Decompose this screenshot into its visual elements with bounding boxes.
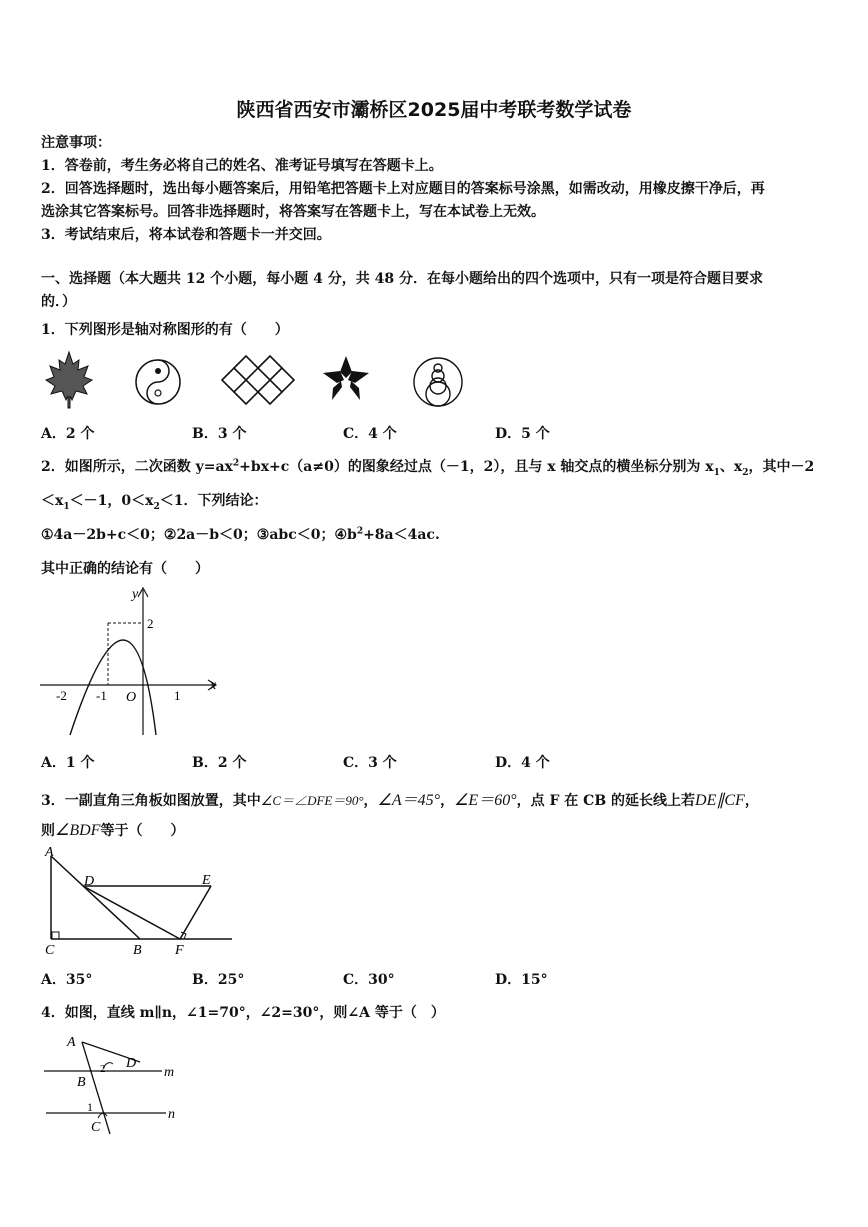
q2-stem-line1: 2．如图所示，二次函数 $y=ax^2+bx+c(a\ne 0)$的图象经过点（－1，2），且与 x 轴交点的横坐标分别为 $x_1$、$x_2$，其中－2 — [41, 458, 815, 478]
label-a: A — [67, 1035, 76, 1050]
label-m: m — [164, 1065, 175, 1080]
label-a: A — [45, 845, 54, 860]
knot-pattern-figure — [222, 356, 294, 404]
label-c: C — [91, 1120, 101, 1135]
q2-conclusions: ①4a－2b+c＜0；②2a－b＜0；③abc＜0；$④b^2+8a<4ac$. — [41, 526, 440, 543]
pentagon-flower-figure — [323, 356, 369, 400]
tick-label: 1 — [174, 688, 181, 703]
q2-option-a: A．1 个 — [41, 755, 95, 771]
q3-option-d: D．15° — [495, 972, 548, 988]
label-n: n — [168, 1107, 175, 1122]
y-axis-label: y — [132, 587, 139, 602]
nested-circles-figure — [414, 358, 462, 406]
q2-stem-line2: $<x_1<-1$，$0<x_2<1$．下列结论： — [41, 493, 268, 512]
origin-label: O — [126, 690, 137, 705]
tick-label: -2 — [56, 688, 67, 703]
q2-question: 其中正确的结论有（ ） — [41, 561, 209, 577]
q3-stem-line2: 则∠BDF等于（ ） — [41, 822, 185, 839]
notice-item: 选涂其它答案标号。回答非选择题时，将答案写在答题卡上，写在本试卷上无效。 — [41, 204, 545, 220]
notice-item: 2．回答选择题时，选出每小题答案后，用铅笔把答题卡上对应题目的答案标号涂黑，如需改动，用橡皮擦干净后，再 — [41, 181, 765, 197]
label-angle-1: 1 — [87, 1100, 93, 1114]
q3-option-a: A．35° — [41, 972, 93, 988]
yin-yang-figure — [136, 360, 180, 404]
q1-stem: 1．下列图形是轴对称图形的有（ ） — [41, 322, 289, 338]
tick-label: 2 — [147, 616, 154, 631]
q1-option-a: A．2 个 — [41, 426, 95, 442]
q2-option-c: C．3 个 — [343, 755, 397, 771]
maple-leaf-figure — [46, 352, 92, 408]
label-b: B — [77, 1075, 86, 1090]
section-heading-cont: 的．） — [41, 294, 76, 310]
q3-stem-line1: 3．一副直角三角板如图放置，其中∠C＝∠DFE＝90°，∠A＝45°，∠E＝60°，点 F 在 CB 的延长线上若DE∥CF， — [41, 792, 759, 809]
page-title: 陕西省西安市灞桥区2025届中考联考数学试卷 — [236, 99, 632, 121]
label-c: C — [45, 943, 55, 958]
q2-option-b: B．2 个 — [192, 755, 247, 771]
label-d: D — [126, 1056, 137, 1071]
q4-parallel-lines-figure — [40, 1030, 190, 1140]
label-f: F — [175, 943, 184, 958]
label-angle-2: 2 — [100, 1063, 106, 1075]
q1-option-d: D．5 个 — [495, 426, 550, 442]
q1-option-c: C．4 个 — [343, 426, 397, 442]
notice-heading: 注意事项： — [41, 135, 111, 151]
label-b: B — [133, 943, 142, 958]
notice-item: 1．答卷前，考生务必将自己的姓名、准考证号填写在答题卡上。 — [41, 158, 443, 174]
notice-item: 3．考试结束后，将本试卷和答题卡一并交回。 — [41, 227, 331, 243]
q4-stem: 4．如图，直线 m∥n，∠1=70°，∠2=30°，则∠A 等于（ ） — [41, 1005, 445, 1021]
q1-figures — [40, 350, 470, 412]
q2-parabola-graph — [40, 585, 230, 740]
section-heading: 一、选择题（本大题共 12 个小题，每小题 4 分，共 48 分．在每小题给出的四个选项中，只有一项是符合题目要求 — [41, 271, 763, 287]
q3-option-c: C．30° — [343, 972, 395, 988]
q3-option-b: B．25° — [192, 972, 245, 988]
q2-option-d: D．4 个 — [495, 755, 550, 771]
label-d: D — [84, 874, 95, 889]
tick-label: -1 — [96, 688, 107, 703]
q1-option-b: B．3 个 — [192, 426, 247, 442]
label-e: E — [202, 873, 211, 888]
q3-triangle-figure — [40, 842, 240, 960]
x-axis-label: x — [210, 678, 217, 693]
